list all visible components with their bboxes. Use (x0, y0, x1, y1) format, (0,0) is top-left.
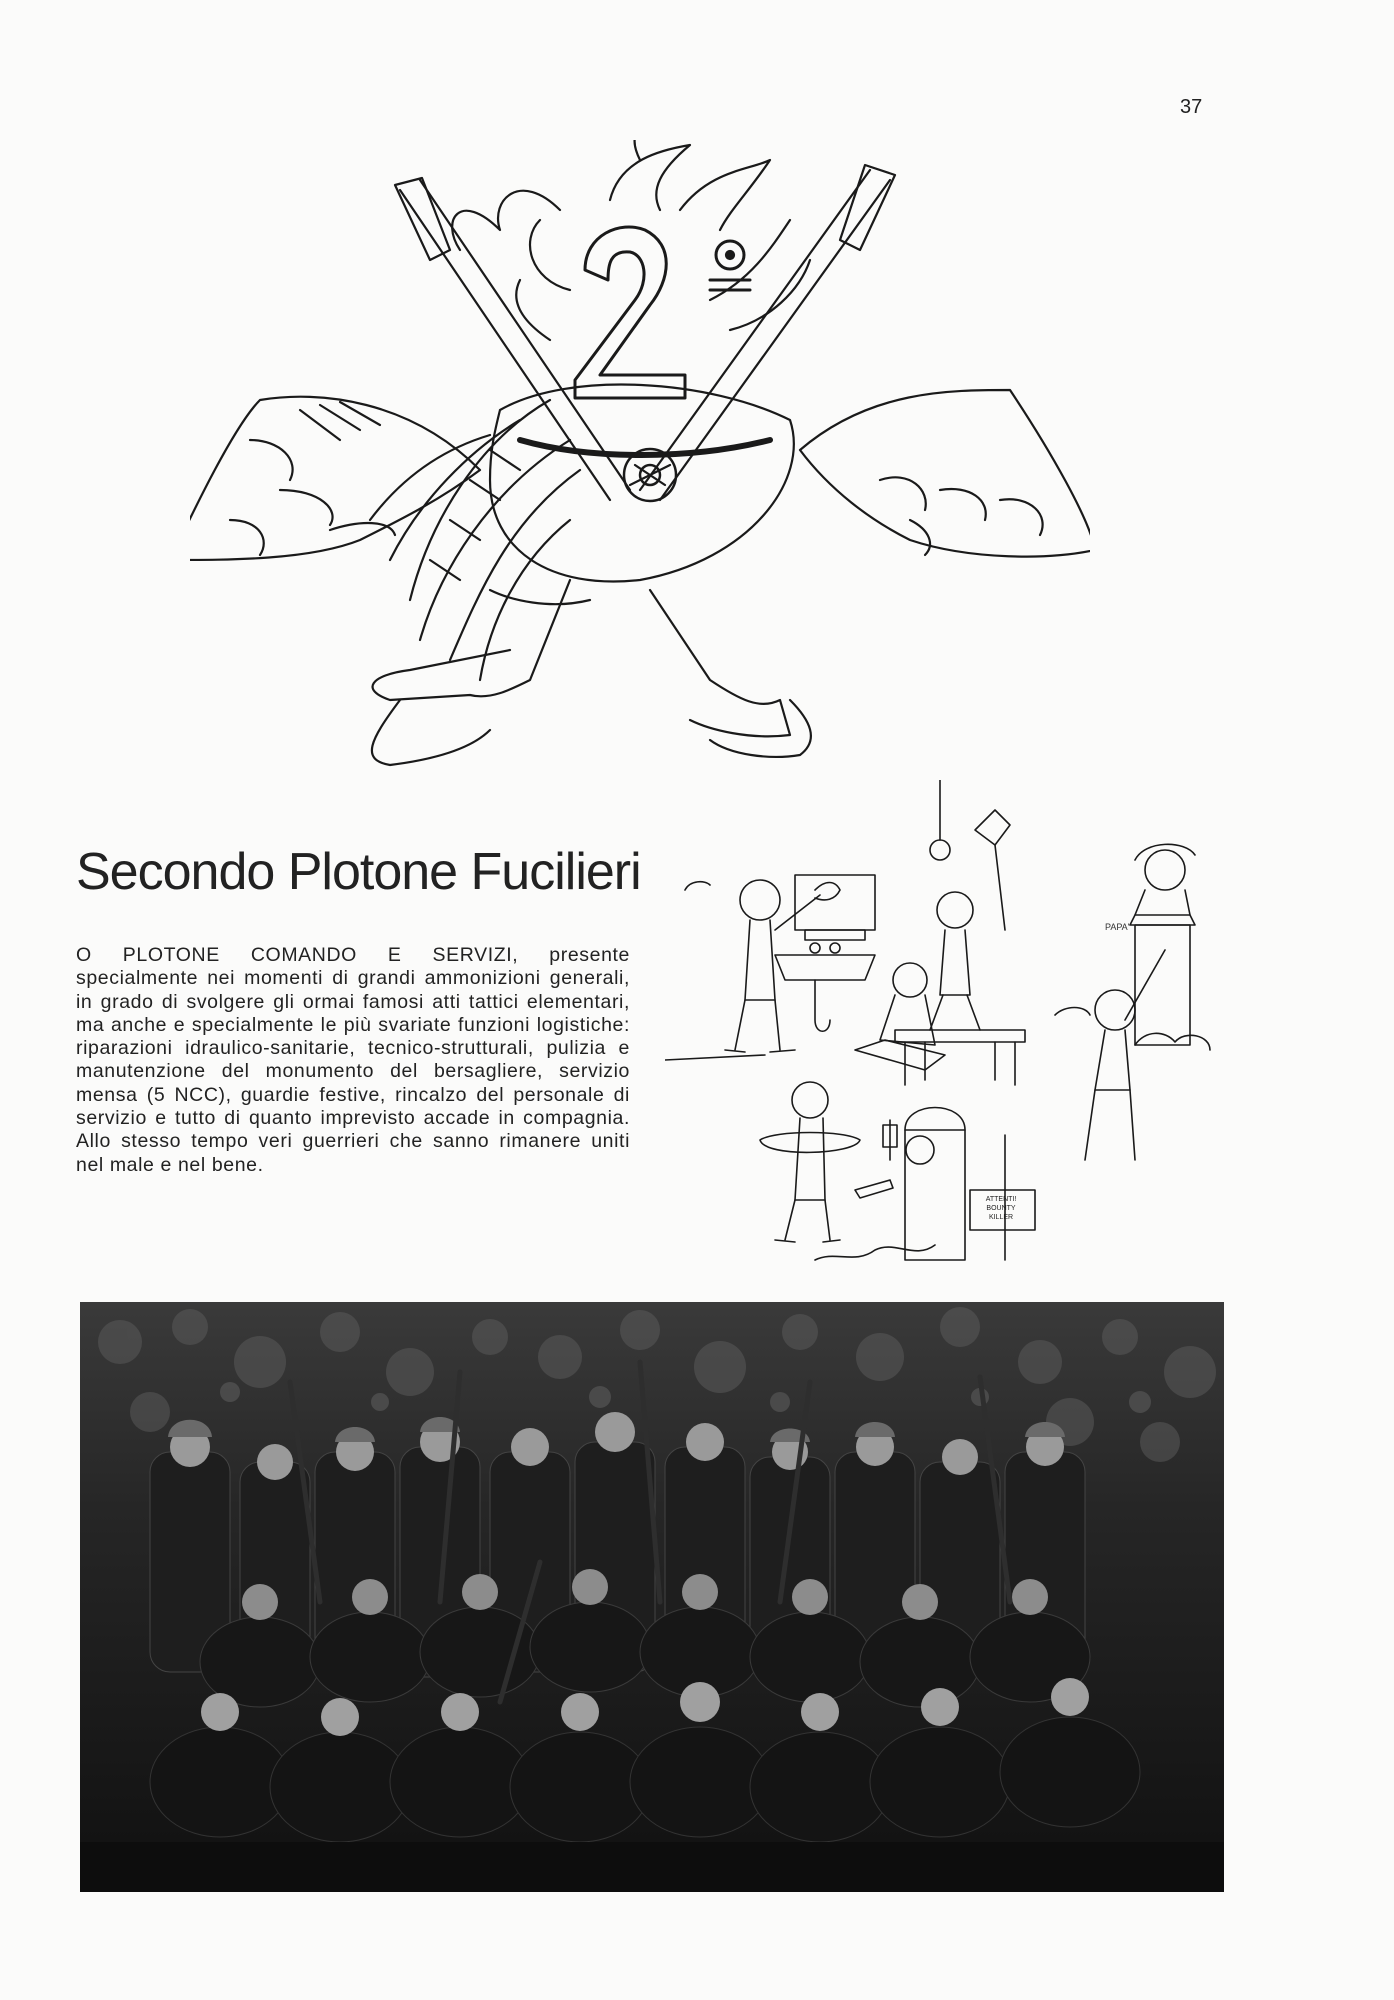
platoon-emblem-illustration (190, 140, 1090, 770)
page-number: 37 (1180, 96, 1203, 118)
platoon-cartoon-illustration (665, 780, 1235, 1280)
cartoon-sign-line: BOUNTY (986, 1205, 1016, 1212)
section-body-text: O PLOTONE COMANDO E SERVIZI, presente specialmente nei momenti di grandi ammonizioni generali, in grado di svolgere gli ormai famosi atti tattici elementari, ma anche e specialmente le più svariate funzioni logistiche: riparazioni idraulico-sanitarie, tecnico-strutturali, pulizia e manutenzione del monumento del bersagliere, servizio mensa (5 NCC), guardie festive, rincalzo del personale di servizio e tutto di quanto imprevisto accade in compagnia. Allo stesso tempo veri guerrieri che sanno rimanere uniti nel male e nel bene. (76, 944, 630, 1176)
cartoon-sign-line: ATTENTI! (985, 1196, 1017, 1203)
cartoon-pedestal-label: PAPA' (1105, 922, 1130, 932)
section-title: Secondo Plotone Fucilieri (76, 843, 641, 901)
platoon-group-photo (80, 1302, 1224, 1892)
cartoon-sign-line: KILLER (988, 1214, 1014, 1221)
